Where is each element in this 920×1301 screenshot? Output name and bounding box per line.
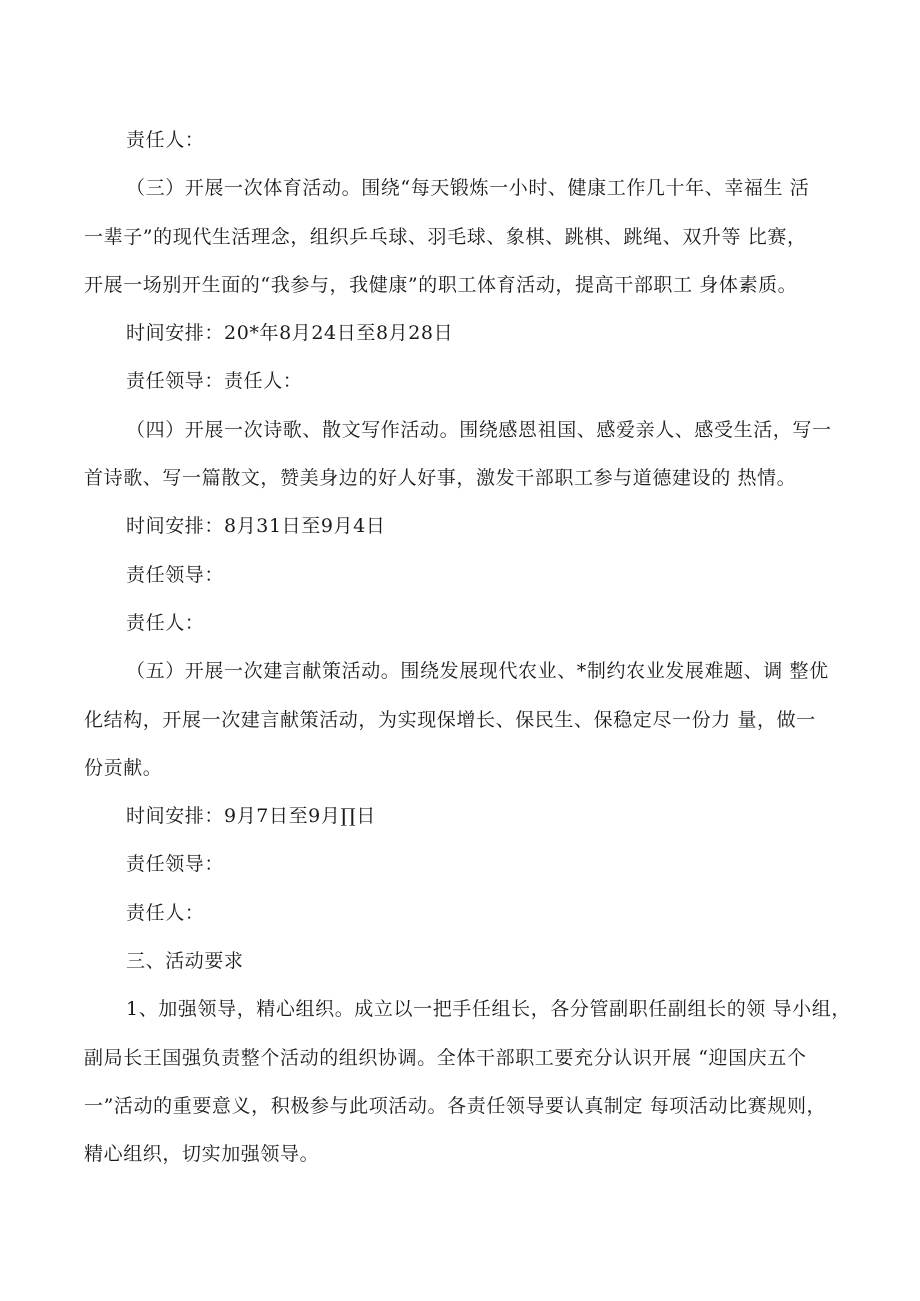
responsible-person-label: 责任人： <box>126 129 205 151</box>
section-five-person: 责任人： <box>126 902 205 924</box>
requirement-one-line-3: 一”活动的重要意义，积极参与此项活动。各责任领导要认真制定 每项活动比赛规则， <box>84 1095 827 1117</box>
section-five-line-3: 份贡献。 <box>84 757 163 779</box>
section-four-person: 责任人： <box>126 612 205 634</box>
section-five-leader: 责任领导： <box>126 853 225 875</box>
section-three-schedule: 时间安排：20*年8月24日至8月28日 <box>126 322 454 344</box>
section-four-line-2: 首诗歌、写一篇散文，赞美身边的好人好事，激发干部职工参与道德建设的 热情。 <box>84 467 797 489</box>
section-five-schedule: 时间安排：9月7日至9月∏日 <box>126 805 376 827</box>
section-four-leader: 责任领导： <box>126 564 225 586</box>
section-four-schedule: 时间安排：8月31日至9月4日 <box>126 515 386 537</box>
section-three-line-1: （三）开展一次体育活动。围绕“每天锻炼一小时、健康工作几十年、幸福生 活 <box>126 177 810 199</box>
section-four-line-1: （四）开展一次诗歌、散文写作活动。围绕感恩祖国、感爱亲人、感受生活，写一 <box>126 419 832 441</box>
section-three-line-2: 一辈子”的现代生活理念，组织乒乓球、羽毛球、象棋、跳棋、跳绳、双升等 比赛， <box>84 226 807 248</box>
requirement-one-line-2: 副局长王国强负责整个活动的组织协调。全体干部职工要充分认识开展 “迎国庆五个 <box>84 1047 807 1069</box>
section-five-line-2: 化结构，开展一次建言献策活动，为实现保增长、保民生、保稳定尽一份力 量，做一 <box>84 709 816 731</box>
requirement-one-line-4: 精心组织，切实加强领导。 <box>84 1143 320 1165</box>
requirements-heading: 三、活动要求 <box>126 950 244 972</box>
requirement-one-line-1: 1、加强领导，精心组织。成立以一把手任组长，各分管副职任副组长的领 导小组， <box>126 998 851 1020</box>
section-three-leaders: 责任领导：责任人： <box>126 370 303 392</box>
section-three-line-3: 开展一场别开生面的“我参与，我健康”的职工体育活动，提高干部职工 身体素质。 <box>84 274 798 296</box>
section-five-line-1: （五）开展一次建言献策活动。围绕发展现代农业、*制约农业发展难题、调 整优 <box>126 660 829 682</box>
